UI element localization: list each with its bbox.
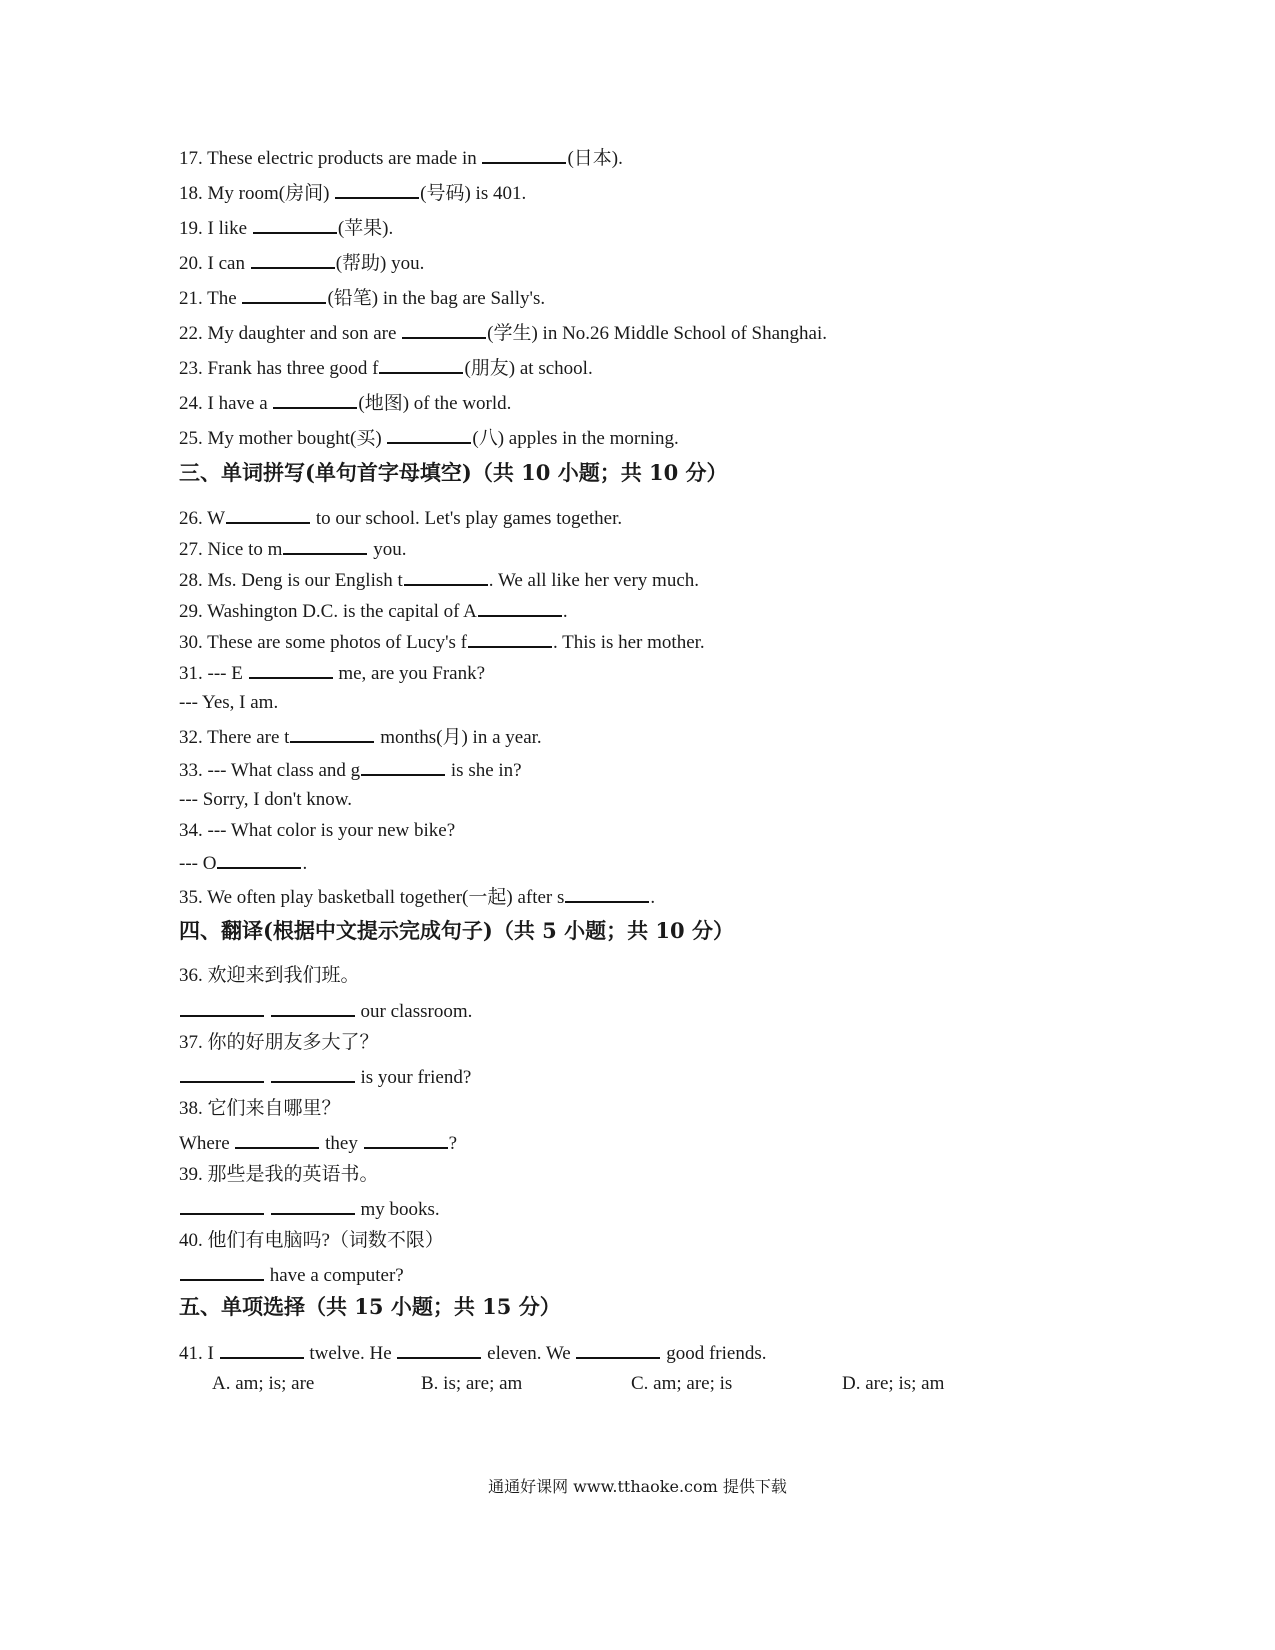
answer-blank[interactable]	[217, 850, 301, 869]
answer-blank[interactable]	[565, 884, 649, 903]
line-text: 20. I can	[179, 253, 250, 274]
line-text: have a computer?	[265, 1265, 404, 1286]
line-text: --- Sorry, I don't know.	[179, 789, 352, 810]
line-text: 26. W	[179, 508, 226, 529]
question-line	[179, 536, 406, 562]
section-heading	[179, 1295, 561, 1319]
line-text: twelve. He	[304, 1343, 397, 1364]
line-text: 31. --- E	[179, 663, 248, 684]
answer-blank[interactable]	[253, 215, 337, 234]
answer-blank[interactable]	[379, 355, 463, 374]
question-line	[179, 215, 393, 241]
line-text: 19. I like	[179, 218, 252, 239]
line-text: 29. Washington D.C. is the capital of A	[179, 601, 477, 622]
option-c[interactable]: C. am; are; is	[631, 1373, 733, 1394]
answer-blank[interactable]	[576, 1340, 660, 1359]
question-line	[179, 1163, 379, 1187]
line-text: .	[650, 887, 656, 908]
answer-blank[interactable]	[180, 1196, 264, 1215]
answer-blank[interactable]	[271, 1064, 355, 1083]
question-line	[179, 724, 542, 750]
question-line	[179, 964, 360, 988]
line-text: 27. Nice to m	[179, 539, 283, 560]
answer-blank[interactable]	[180, 1262, 264, 1281]
line-text: 23. Frank has three good f	[179, 358, 379, 379]
question-line	[179, 819, 455, 843]
line-text: (铅笔) in the bag are Sally's.	[327, 288, 546, 309]
answer-blank[interactable]	[226, 505, 310, 524]
answer-blank[interactable]	[235, 1130, 319, 1149]
line-text: to our school. Let's play games together.	[311, 508, 623, 529]
line-text: (日本).	[567, 148, 623, 169]
line-text: 28. Ms. Deng is our English t	[179, 570, 403, 591]
line-text: ?	[448, 1133, 458, 1154]
answer-blank[interactable]	[335, 180, 419, 199]
line-text: 33. --- What class and g	[179, 760, 361, 781]
line-text: . This is her mother.	[553, 632, 705, 653]
question-line	[179, 629, 705, 655]
line-text: (学生) in No.26 Middle School of Shanghai.	[487, 323, 827, 344]
line-text: (地图) of the world.	[358, 393, 512, 414]
answer-blank[interactable]	[361, 757, 445, 776]
question-line	[179, 850, 307, 876]
question-line	[179, 757, 522, 783]
question-line	[179, 1262, 404, 1288]
option-b[interactable]: B. is; are; am	[421, 1373, 523, 1394]
line-text: 39. 那些是我的英语书。	[179, 1164, 379, 1185]
line-text: (苹果).	[337, 218, 394, 239]
answer-blank[interactable]	[251, 250, 335, 269]
question-line	[179, 1229, 444, 1253]
line-text: you.	[368, 539, 407, 560]
line-text	[265, 1067, 270, 1088]
answer-blank[interactable]	[249, 660, 333, 679]
question-line	[179, 180, 526, 206]
line-text: 24. I have a	[179, 393, 273, 414]
line-text	[265, 1001, 270, 1022]
answer-blank[interactable]	[364, 1130, 448, 1149]
line-text: 25. My mother bought(买)	[179, 428, 387, 449]
question-line	[179, 998, 472, 1024]
line-text: . We all like her very much.	[488, 570, 699, 591]
question-line	[179, 1196, 440, 1222]
answer-blank[interactable]	[271, 998, 355, 1017]
question-line	[179, 320, 827, 346]
answer-blank[interactable]	[397, 1340, 481, 1359]
line-text: (八) apples in the morning.	[472, 428, 679, 449]
line-text: 30. These are some photos of Lucy's f	[179, 632, 468, 653]
line-text: 18. My room(房间)	[179, 183, 335, 204]
answer-blank[interactable]	[283, 536, 367, 555]
question-line	[179, 145, 623, 171]
question-line	[179, 250, 424, 276]
answer-blank[interactable]	[387, 425, 471, 444]
question-line	[179, 788, 352, 812]
line-text: (朋友) at school.	[464, 358, 593, 379]
option-a[interactable]: A. am; is; are	[212, 1373, 315, 1394]
line-text: (号码) is 401.	[420, 183, 527, 204]
question-line	[179, 884, 655, 910]
question-line	[179, 355, 593, 381]
line-text	[265, 1199, 270, 1220]
question-line	[179, 505, 622, 531]
line-text: good friends.	[661, 1343, 767, 1364]
line-text: they	[320, 1133, 363, 1154]
question-line	[179, 425, 679, 451]
line-text: eleven. We	[482, 1343, 576, 1364]
line-text: (帮助) you.	[335, 253, 425, 274]
footer-text: 通通好课网 www.tthaoke.com 提供下载	[488, 1477, 787, 1496]
answer-blank[interactable]	[242, 285, 326, 304]
answer-blank[interactable]	[273, 390, 357, 409]
answer-blank[interactable]	[220, 1340, 304, 1359]
line-text: --- O	[179, 853, 217, 874]
section-heading	[179, 919, 734, 943]
answer-blank[interactable]	[478, 598, 562, 617]
line-text: is she in?	[446, 760, 522, 781]
line-text: our classroom.	[355, 1001, 473, 1022]
line-text: me, are you Frank?	[333, 663, 486, 684]
line-text: 五、单项选择（共 15 小题；共 15 分）	[179, 1294, 561, 1319]
answer-blank[interactable]	[482, 145, 566, 164]
answer-blank[interactable]	[402, 320, 486, 339]
answer-blank[interactable]	[290, 724, 374, 743]
line-text: 22. My daughter and son are	[179, 323, 402, 344]
line-text: .	[302, 853, 308, 874]
line-text: 17. These electric products are made in	[179, 148, 482, 169]
line-text: 36. 欢迎来到我们班。	[179, 965, 360, 986]
option-d[interactable]: D. are; is; am	[842, 1373, 945, 1394]
line-text: 四、翻译(根据中文提示完成句子)（共 5 小题；共 10 分）	[179, 918, 734, 943]
question-line	[179, 1130, 457, 1156]
question-line	[179, 598, 568, 624]
line-text: 21. The	[179, 288, 242, 309]
line-text: months(月) in a year.	[375, 727, 542, 748]
line-text: --- Yes, I am.	[179, 692, 279, 713]
question-line	[179, 660, 485, 686]
question-line	[179, 285, 545, 311]
line-text: 40. 他们有电脑吗?（词数不限）	[179, 1230, 444, 1251]
line-text: 41. I	[179, 1343, 219, 1364]
question-line	[179, 390, 511, 416]
answer-blank[interactable]	[468, 629, 552, 648]
line-text: my books.	[355, 1199, 440, 1220]
line-text: is your friend?	[355, 1067, 472, 1088]
line-text: 37. 你的好朋友多大了？	[179, 1032, 379, 1053]
section-heading	[179, 461, 728, 485]
question-line	[179, 567, 699, 593]
answer-blank[interactable]	[180, 1064, 264, 1083]
answer-blank[interactable]	[271, 1196, 355, 1215]
question-line	[179, 1097, 341, 1121]
line-text: .	[562, 601, 568, 622]
line-text: 32. There are t	[179, 727, 290, 748]
answer-blank[interactable]	[404, 567, 488, 586]
answer-blank[interactable]	[180, 998, 264, 1017]
question-line	[179, 1064, 471, 1090]
line-text: 35. We often play basketball together(一起) after s	[179, 887, 565, 908]
line-text: 34. --- What color is your new bike?	[179, 820, 456, 841]
line-text: 38. 它们来自哪里？	[179, 1098, 341, 1119]
line-text: Where	[179, 1133, 235, 1154]
question-line	[179, 1031, 379, 1055]
question-line	[179, 691, 278, 715]
question-line	[179, 1340, 767, 1366]
line-text: 三、单词拼写(单句首字母填空)（共 10 小题；共 10 分）	[179, 460, 728, 485]
